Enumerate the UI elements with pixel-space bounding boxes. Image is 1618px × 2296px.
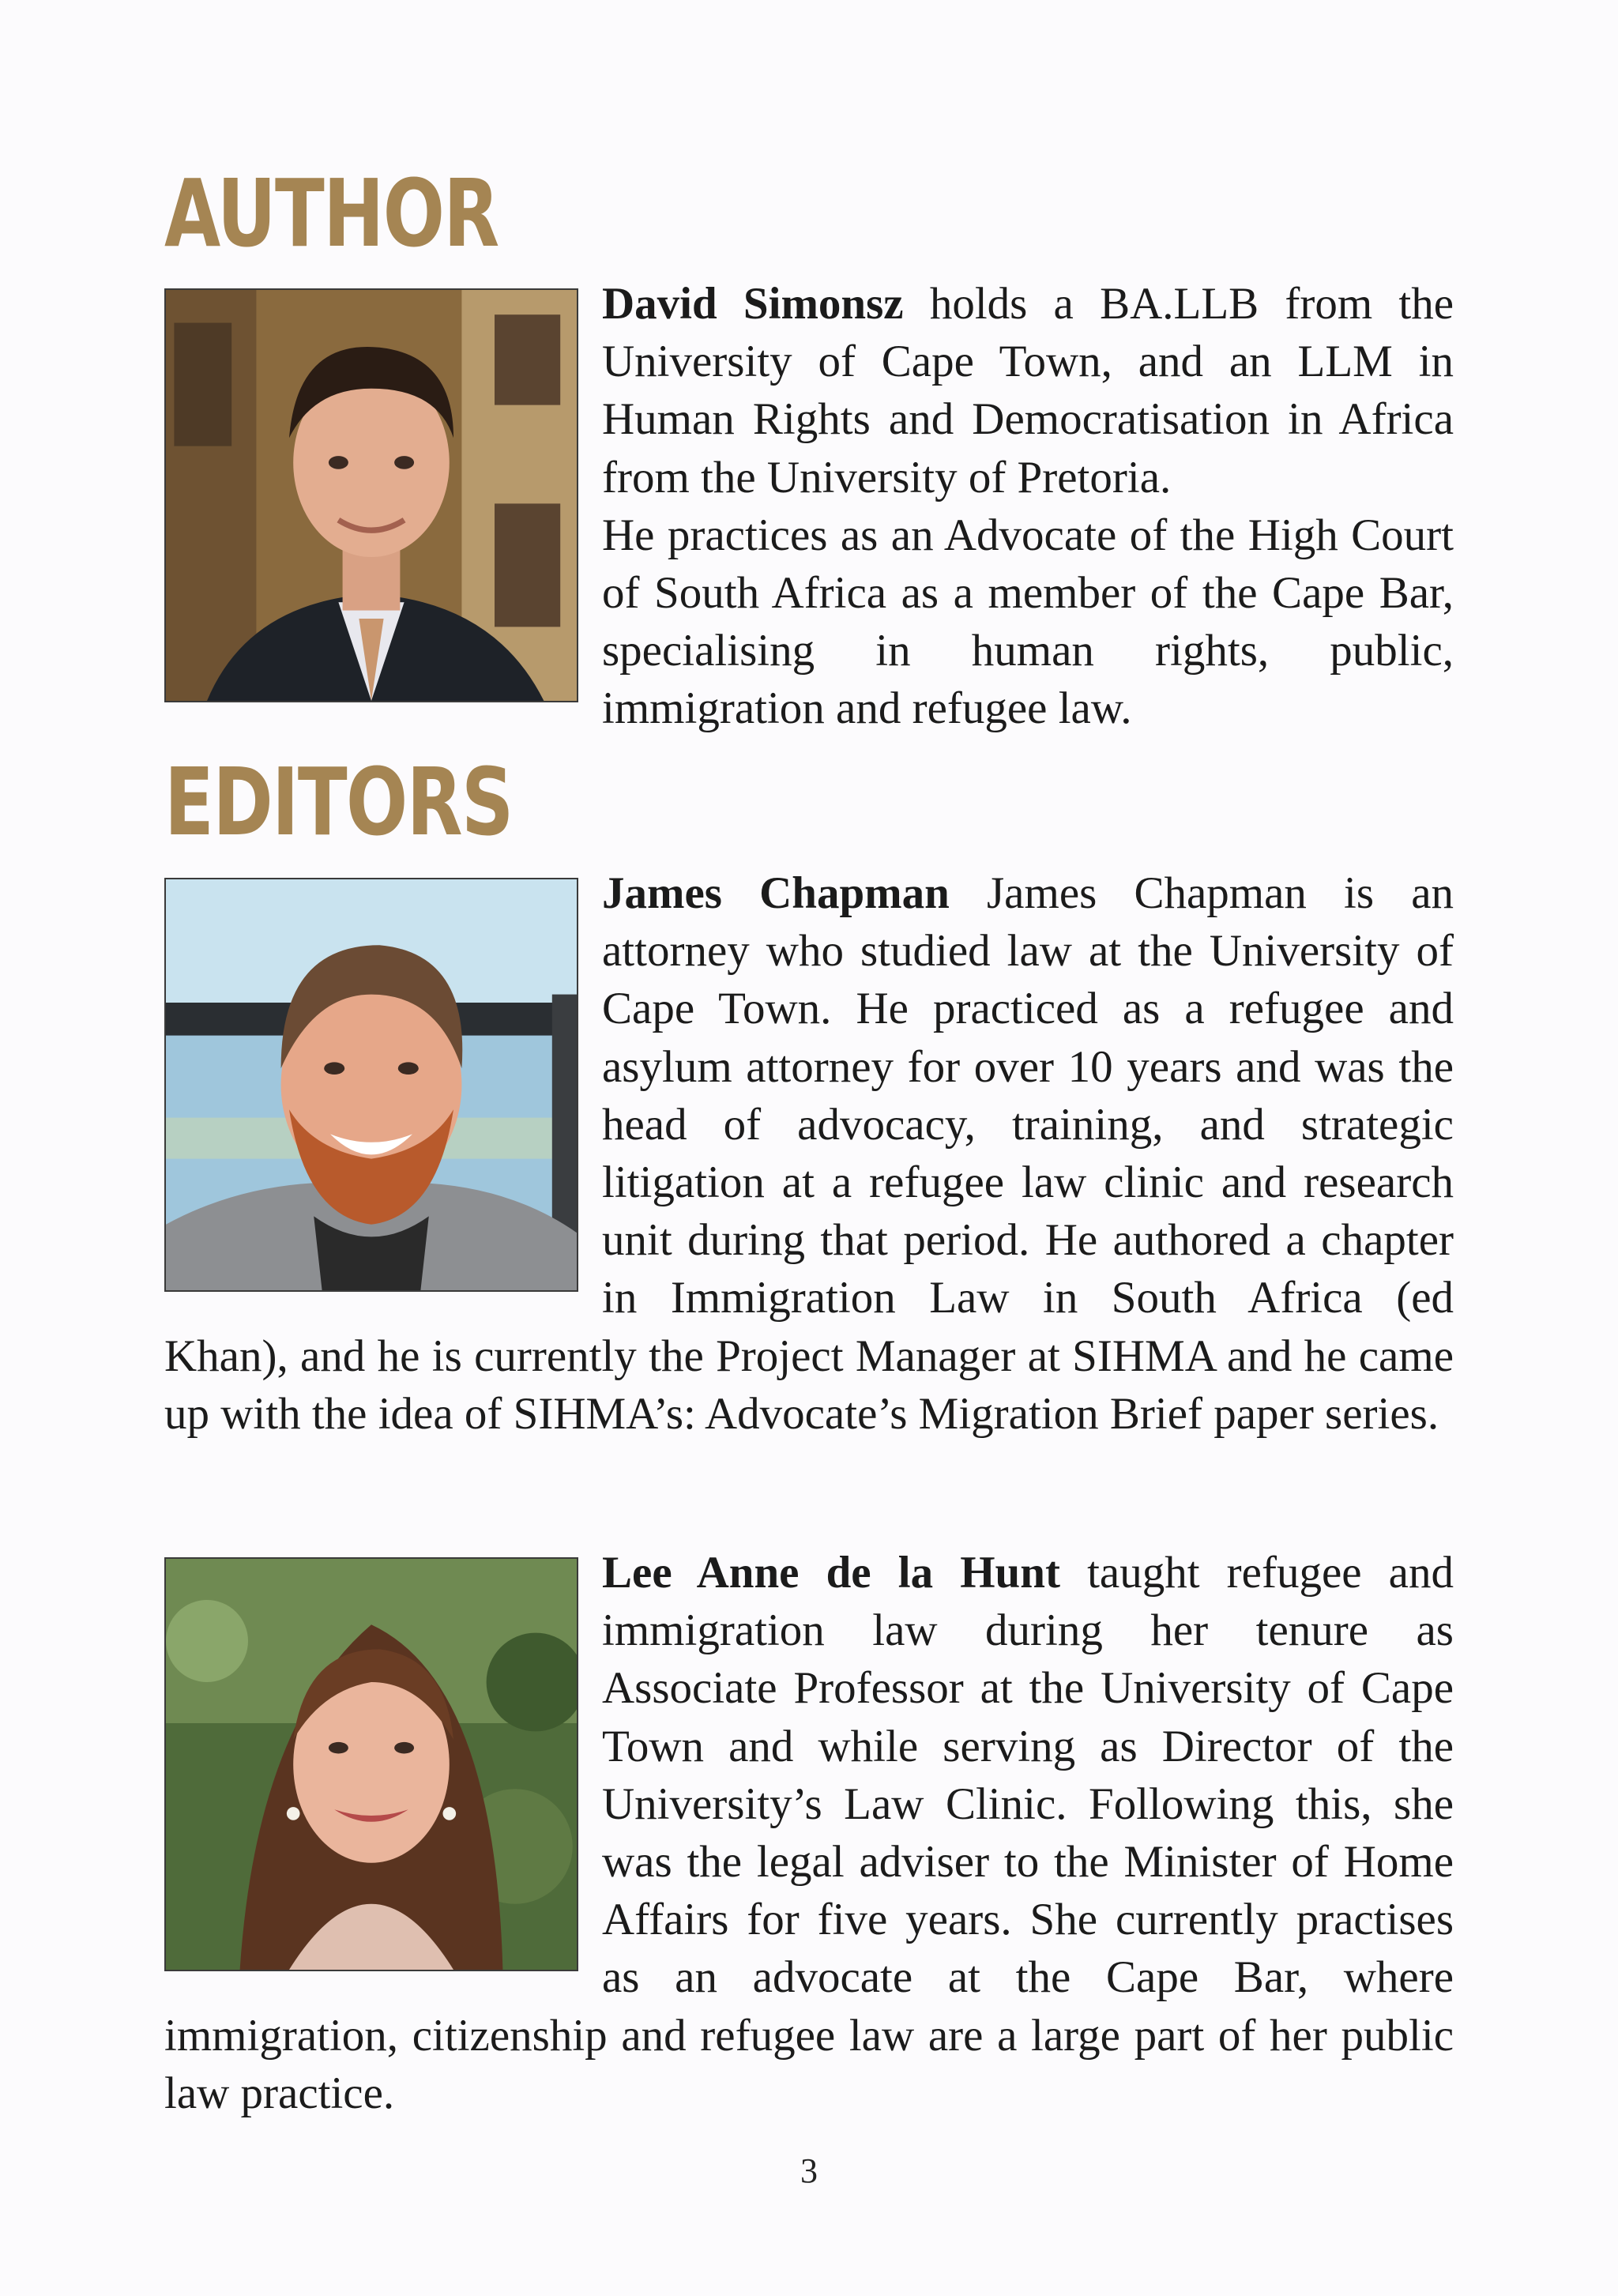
editor-bio-james-chapman xyxy=(164,864,1454,1443)
editor-bio-lee-anne-de-la-hunt xyxy=(164,1544,1454,2122)
editors-heading: EDITORS xyxy=(164,747,513,856)
page-number: 3 xyxy=(800,2151,818,2190)
author-name: David Simonsz xyxy=(602,279,904,329)
editor-bio-text-james-chapman: James Chapman is an attorney who studied law at the University of Cape Town. He practiced as a refugee and asylum attorney for over 10 years and was the head of advocacy, training, and strategic litigation at a refugee law clinic and research unit during that period. He authored a chapter in Immigration Law in South Africa (ed Khan), and he is currently the Project Manager at SIHMA and he came up with the idea of SIHMA’s: Advocate’s Migration Brief paper series. xyxy=(164,868,1454,1439)
editor-name-james-chapman: James Chapman xyxy=(602,868,950,918)
editor-name-lee-anne-de-la-hunt: Lee Anne de la Hunt xyxy=(602,1548,1060,1598)
author-heading: AUTHOR xyxy=(164,159,499,268)
author-bio xyxy=(164,275,1454,738)
author-bio-paragraph-2: He practices as an Advocate of the High Court of South Africa as a member of the Cape Bar, specialising in human rights, public, immigration and refugee law. xyxy=(602,510,1454,734)
author-bio-text-1: holds a BA.LLB from the University of Cape Town, and an LLM in Human Rights and Democratisation in Africa from the University of Pretoria. xyxy=(602,279,1454,502)
editor-bio-text-lee-anne-de-la-hunt: taught refugee and immigration law during her tenure as Associate Professor at the University of Cape Town and while serving as Director of the University’s Law Clinic. Following this, she was the legal adviser to the Minister of Home Affairs for five years. She currently practises as an advocate at the Cape Bar, where immigration, citizenship and refugee law are a large part of her public law practice. xyxy=(164,1548,1454,2118)
